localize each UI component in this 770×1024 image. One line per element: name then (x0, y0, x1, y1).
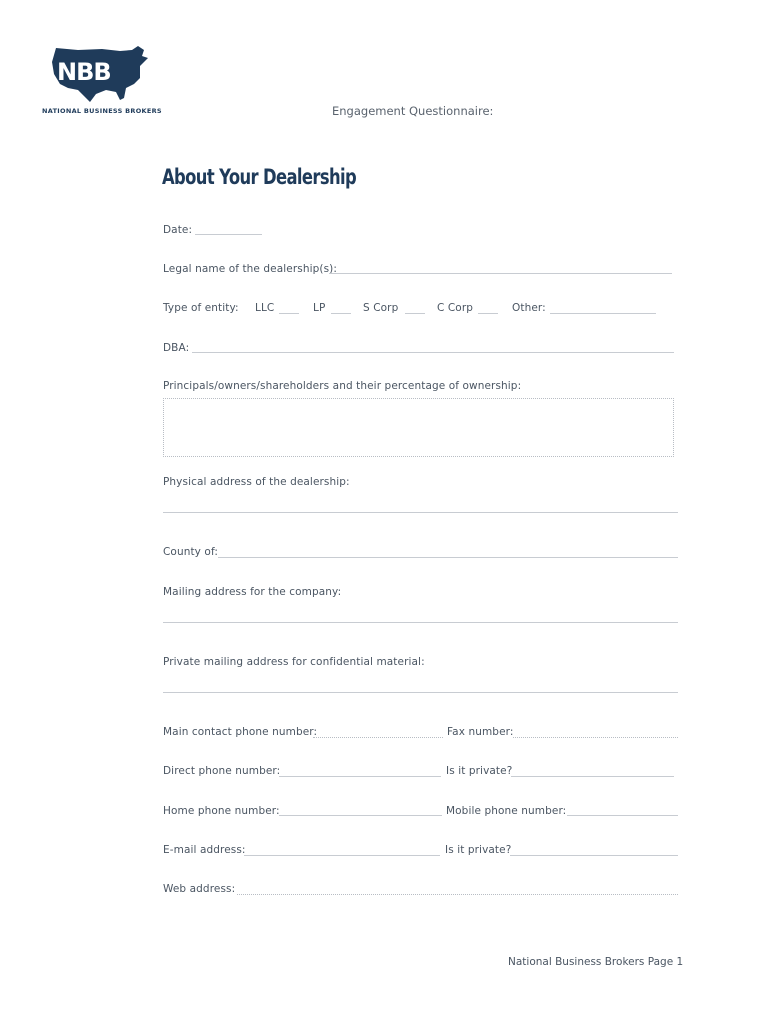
entity-llc-field[interactable] (279, 313, 299, 314)
private-mailing-label: Private mailing address for confidential material: (163, 656, 425, 668)
entity-ccorp-field[interactable] (478, 313, 498, 314)
entity-other-field[interactable] (550, 313, 656, 314)
email-label: E-mail address: (163, 844, 246, 856)
direct-phone-label: Direct phone number: (163, 765, 281, 777)
mobile-phone-field[interactable] (567, 815, 678, 816)
physical-address-label: Physical address of the dealership: (163, 476, 350, 488)
home-phone-field[interactable] (279, 815, 442, 816)
mailing-address-field[interactable] (163, 622, 678, 623)
entity-ccorp-label: C Corp (437, 302, 474, 314)
date-field[interactable] (195, 234, 262, 235)
principals-label: Principals/owners/shareholders and their percentage of ownership: (163, 380, 522, 392)
web-field[interactable] (237, 894, 678, 895)
logo-caption: NATIONAL BUSINESS BROKERS (42, 107, 162, 115)
legal-name-label: Legal name of the dealership(s): (163, 263, 337, 275)
page-footer: National Business Brokers Page 1 (508, 956, 684, 968)
logo-text: NBB (57, 58, 111, 86)
web-label: Web address: (163, 883, 236, 895)
physical-address-field[interactable] (163, 512, 678, 513)
document-title: Engagement Questionnaire: (332, 104, 494, 118)
is-private-label-2: Is it private? (445, 844, 512, 856)
home-phone-label: Home phone number: (163, 805, 280, 817)
legal-name-field[interactable] (329, 273, 672, 274)
main-phone-label: Main contact phone number: (163, 726, 318, 738)
is-private-label-1: Is it private? (446, 765, 513, 777)
entity-llc-label: LLC (255, 302, 275, 314)
mobile-phone-label: Mobile phone number: (446, 805, 567, 817)
fax-field[interactable] (513, 737, 678, 738)
county-label: County of: (163, 546, 219, 558)
is-private-field-1[interactable] (511, 776, 674, 777)
main-phone-field[interactable] (313, 737, 443, 738)
entity-scorp-label: S Corp (363, 302, 399, 314)
fax-label: Fax number: (447, 726, 514, 738)
direct-phone-field[interactable] (279, 776, 441, 777)
usa-map-icon (40, 44, 160, 106)
entity-lp-field[interactable] (331, 313, 351, 314)
entity-other-label: Other: (512, 302, 546, 314)
section-title: About Your Dealership (162, 165, 357, 189)
date-label: Date: (163, 224, 193, 236)
email-field[interactable] (244, 855, 440, 856)
entity-lp-label: LP (313, 302, 326, 314)
entity-scorp-field[interactable] (405, 313, 425, 314)
county-field[interactable] (218, 557, 678, 558)
dba-field[interactable] (192, 352, 674, 353)
private-mailing-field[interactable] (163, 692, 678, 693)
mailing-address-label: Mailing address for the company: (163, 586, 342, 598)
entity-type-label: Type of entity: (163, 302, 239, 314)
is-private-field-2[interactable] (510, 855, 678, 856)
principals-field[interactable] (163, 398, 674, 457)
dba-label: DBA: (163, 342, 190, 354)
